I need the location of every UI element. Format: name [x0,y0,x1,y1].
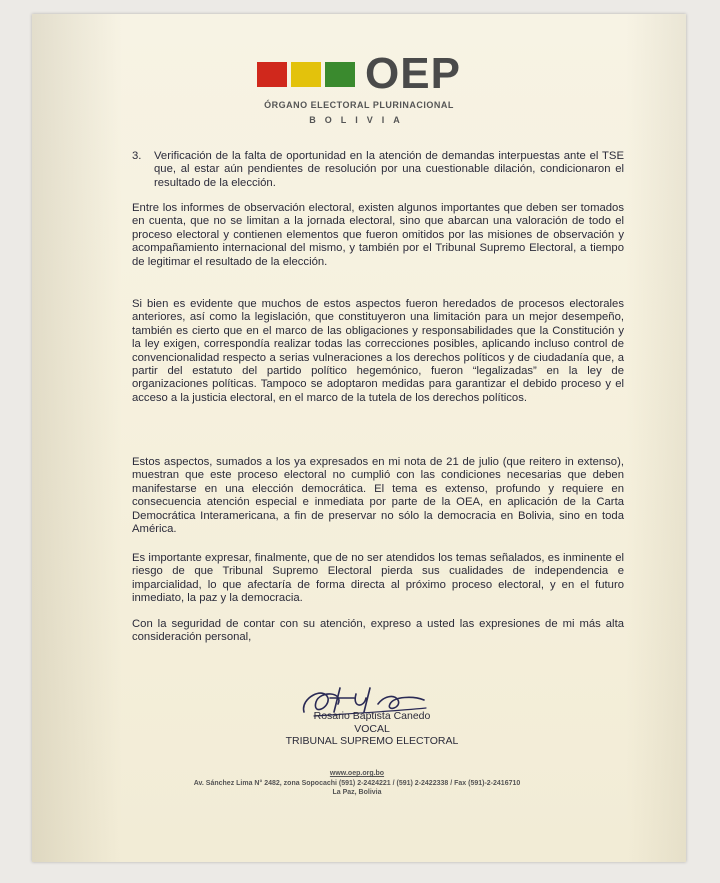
signer-institution: TRIBUNAL SUPREMO ELECTORAL [285,735,459,747]
signer-name: Rosario Baptista Canedo [313,710,431,722]
paragraph-text: Es importante expresar, finalmente, que de no ser atendidos los temas señalados, es inminente el riesgo de que Tribunal Supremo Electoral pierda sus cualidades de independencia e imparcialidad, lo que afectaría de forma directa al próximo proceso electoral, y en el futuro inmediato, la paz y la democracia. [132,552,624,605]
footer-website: www.oep.org.bo [329,770,385,777]
paragraph-text: Con la seguridad de contar con su atención, expreso a usted las expresiones de mi más alta consideración personal, [132,618,624,644]
oep-logo [32,49,686,98]
paragraph-risk [132,552,624,606]
flag-green-block [325,62,355,87]
org-country: BOLIVIA [309,115,409,125]
signature-block [232,710,512,748]
page-shadow-right [626,14,686,862]
list-item-3 [132,150,624,190]
paragraph-text: Si bien es evidente que muchos de estos aspectos fueron heredados de procesos electorales anteriores, así como la legislación, que constituyeron una limitación para un mejor desempeño, también es cierto que en el marco de las obligaciones y responsabilidades que la Constitución y la ley exigen, correspondía realizar todas las correcciones posibles, aplicando incluso control de convencionalidad respecto a serias vulneraciones a los derechos políticos y de ciudadanía que, a partir del estatuto del partido político hegemónico, fueron “legalizadas” en la ley de organizaciones políticas. Tampoco se adoptaron medidas para garantizar el debido proceso y el acceso a la justicia electoral, en el marco de la tutela de los derechos políticos. [132,298,624,404]
paragraph-legislation [132,298,624,405]
footer-address: Av. Sánchez Lima N° 2482, zona Sopocachi (591) 2-2424221 / (591) 2-2422338 / Fax (591)-2-2416710 [193,779,521,787]
list-item-number: 3. [132,150,142,162]
paragraph-text: Entre los informes de observación electoral, existen algunos importantes que deben ser tomados en cuenta, que no se limitan a la jornada electoral, sino que abarcan una valoración de todo el proceso electoral y contienen elementos que fueron omitidos por las misiones de observación y acompañamiento internacional del mismo, y también por el Tribunal Supremo Electoral, a tiempo de legitimar el resultado de la elección. [132,202,624,268]
paragraph-oea [132,456,624,536]
flag-yellow-block [291,62,321,87]
document-page [32,14,686,862]
paragraph-observation [132,202,624,269]
letterhead-footer [122,769,592,798]
signer-role: VOCAL [354,722,390,735]
flag-red-block [257,62,287,87]
logo-text: OEP [365,49,461,98]
list-item-text: Verificación de la falta de oportunidad en la atención de demandas interpuestas ante el TSE que, al estar aún pendientes de resolución por una cuestionable dilación, condicionaron el resultado de la elección. [154,150,624,189]
org-name: ÓRGANO ELECTORAL PLURINACIONAL [264,100,454,110]
paragraph-text: Estos aspectos, sumados a los ya expresados en mi nota de 21 de julio (que reitero in extenso), muestran que este proceso electoral no cumplió con las condiciones necesarias que deben manifestarse en una elección democrática. El tema es extenso, profundo y requiere en consecuencia atención especial e inmediata por parte de la OEA, en aplicación de la Carta Democrática Interamericana, a fin de preservar no sólo la democracia en Bolivia, sino en toda América. [132,456,624,536]
page-shadow [32,14,122,862]
paragraph-closing [132,618,624,645]
footer-city: La Paz, Bolivia [332,789,382,796]
letterhead [32,49,686,125]
